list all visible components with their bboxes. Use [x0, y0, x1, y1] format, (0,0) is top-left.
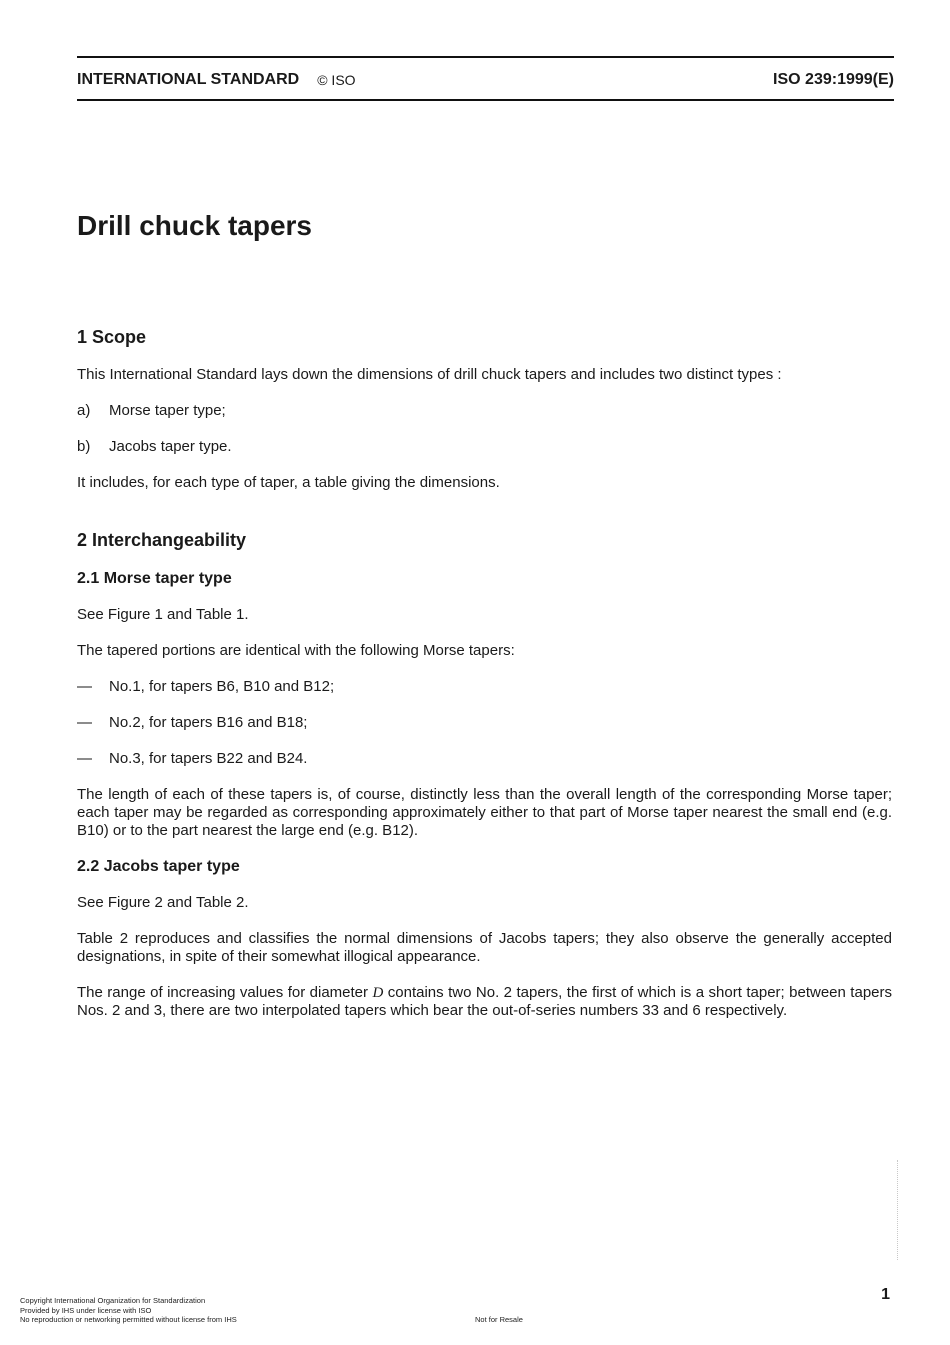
diameter-symbol: D: [372, 985, 384, 1001]
paragraph-text: The range of increasing values for diameter: [77, 984, 373, 1001]
paragraph-text: contains two No. 2 tapers, the first of which is a short taper; between tapers Nos. 2 and 3, there are two interpolated tapers which bear the out-of-series numbers 33 and 6 respectively.: [77, 984, 892, 1019]
copyright-mark: © ISO: [317, 72, 356, 88]
standard-label: INTERNATIONAL STANDARD: [77, 71, 300, 88]
document-id: ISO 239:1999(E): [773, 71, 894, 88]
jacobs-paragraph-2: [77, 984, 892, 1020]
document-body: [77, 325, 892, 1020]
list-marker: a): [77, 402, 91, 419]
jacobs-paragraph-1: Table 2 reproduces and classifies the normal dimensions of Jacobs tapers; they also observe the generally accepted designations, in spite of their somewhat illogical appearance.: [77, 930, 892, 965]
list-item: [77, 402, 892, 420]
list-text: Morse taper type;: [109, 402, 226, 419]
footer-line: Copyright International Organization for Standardization: [20, 1296, 206, 1305]
page-number: 1: [881, 1286, 890, 1303]
list-text: No.2, for tapers B16 and B18;: [109, 714, 308, 731]
list-text: No.3, for tapers B22 and B24.: [109, 750, 308, 767]
section-interchangeability-heading: 2 Interchangeability: [77, 530, 247, 550]
section-scope-heading: 1 Scope: [77, 327, 147, 347]
subsection-jacobs-heading: 2.2 Jacobs taper type: [77, 858, 240, 875]
list-marker: —: [77, 714, 92, 731]
subsection-morse-heading: 2.1 Morse taper type: [77, 570, 232, 587]
footer-line: No reproduction or networking permitted without license from IHS: [20, 1315, 237, 1324]
margin-watermark: [897, 1160, 899, 1260]
morse-closing: The length of each of these tapers is, of course, distinctly less than the overall length of the corresponding Morse taper; each taper may be regarded as corresponding approximately either to that part of Morse taper nearest the small end (e.g. B10) or to the part nearest the large end (e.g. B12).: [77, 786, 892, 839]
morse-see-reference: See Figure 1 and Table 1.: [77, 606, 249, 623]
morse-intro: The tapered portions are identical with the following Morse tapers:: [77, 642, 515, 659]
list-marker: b): [77, 438, 91, 455]
copyright-footer: [20, 1296, 237, 1325]
list-item: [77, 750, 892, 768]
list-text: Jacobs taper type.: [109, 438, 232, 455]
list-item: [77, 714, 892, 732]
header-bottom-rule: [77, 99, 894, 101]
document-title: Drill chuck tapers: [77, 210, 312, 241]
footer-line: Provided by IHS under license with ISO: [20, 1305, 152, 1315]
scope-closing: It includes, for each type of taper, a table giving the dimensions.: [77, 474, 500, 491]
not-for-resale-note: Not for Resale: [475, 1315, 523, 1324]
list-marker: —: [77, 678, 92, 695]
header-top-rule: [77, 56, 894, 58]
scope-intro: This International Standard lays down the dimensions of drill chuck tapers and includes two distinct types :: [77, 366, 782, 383]
page-header: [77, 68, 894, 92]
list-item: [77, 678, 892, 696]
list-item: [77, 438, 892, 456]
list-text: No.1, for tapers B6, B10 and B12;: [109, 678, 335, 695]
list-marker: —: [77, 750, 92, 767]
jacobs-see-reference: See Figure 2 and Table 2.: [77, 894, 249, 911]
